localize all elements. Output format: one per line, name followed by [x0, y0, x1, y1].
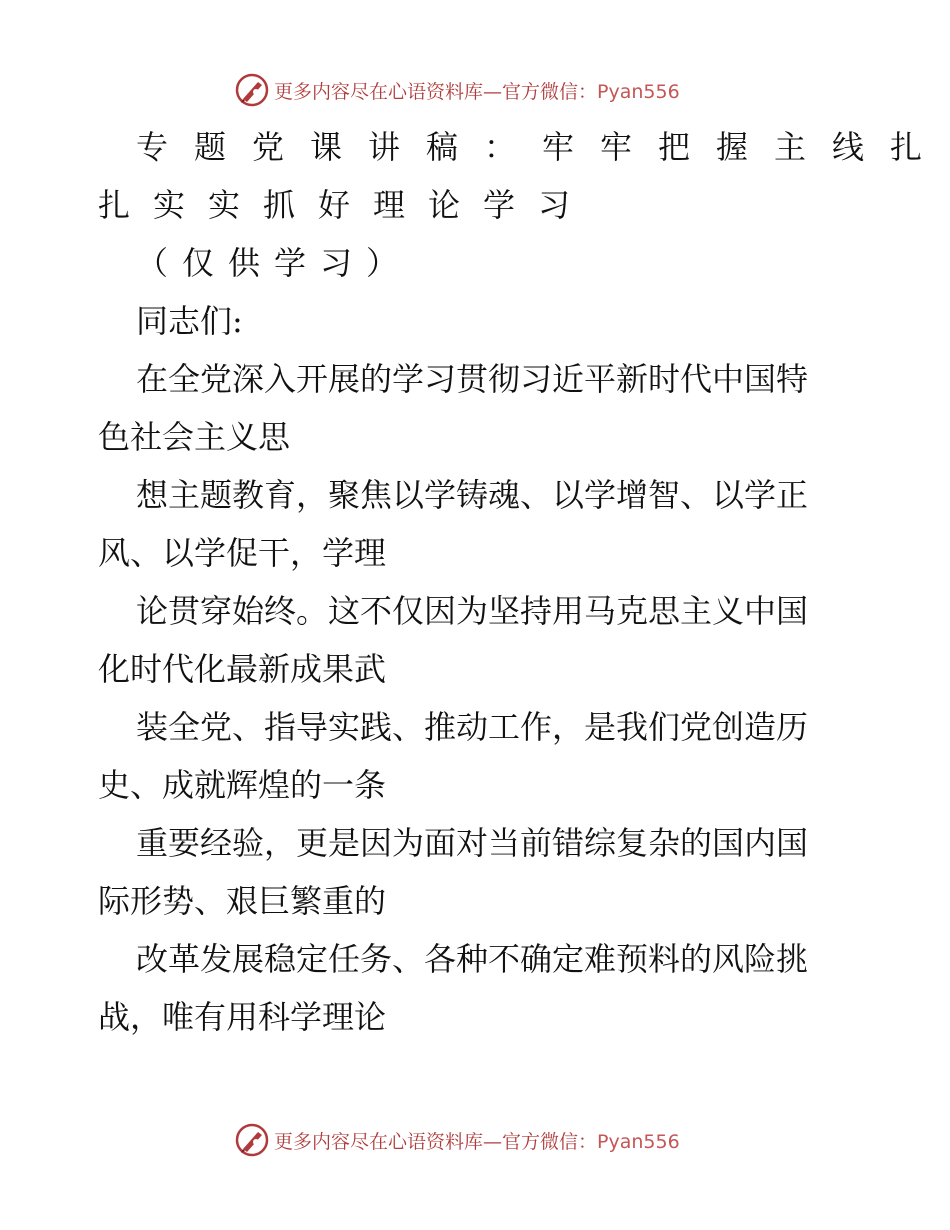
paragraph-line: 改革发展稳定任务、各种不确定难预料的风险挑 — [136, 940, 809, 978]
paragraph-line: 风、以学促干，学理 — [98, 534, 387, 572]
paragraph-line: 化时代化最新成果武 — [98, 650, 387, 688]
footer-watermark — [234, 1120, 680, 1160]
wechat-label: 官方微信： — [502, 80, 598, 103]
wechat-id: Pyan556 — [597, 1130, 680, 1153]
paragraph-line: 想主题教育，聚焦以学铸魂、以学增智、以学正 — [136, 476, 809, 514]
paragraph-line: 战，唯有用科学理论 — [98, 998, 387, 1036]
paragraph-line: 史、成就辉煌的一条 — [98, 766, 387, 804]
title-line-1: 专题党课讲稿：牢牢把握主线扎 — [136, 128, 949, 166]
wechat-id: Pyan556 — [597, 80, 680, 103]
wechat-label: 官方微信： — [502, 1130, 598, 1153]
watermark-text: 更多内容尽在心语资料库 — [274, 80, 484, 103]
title-line-2: 扎实实抓好理论学习 — [98, 186, 594, 224]
salutation: 同志们: — [136, 302, 243, 340]
watermark-text: 更多内容尽在心语资料库 — [274, 1130, 484, 1153]
watermark-separator: — — [483, 80, 503, 103]
pen-logo-icon — [234, 72, 270, 108]
paragraph-line: 装全党、指导实践、推动工作，是我们党创造历 — [136, 708, 809, 746]
document-body — [98, 118, 949, 1046]
pen-logo-icon — [234, 1122, 270, 1158]
paragraph-line: 重要经验，更是因为面对当前错综复杂的国内国 — [136, 824, 809, 862]
document-note: （仅供学习） — [136, 244, 413, 282]
paragraph-line: 论贯穿始终。这不仅因为坚持用马克思主义中国 — [136, 592, 809, 630]
paragraph-line: 色社会主义思 — [98, 418, 291, 456]
watermark-separator: — — [483, 1130, 503, 1153]
header-watermark — [234, 70, 680, 110]
paragraph-line: 际形势、艰巨繁重的 — [98, 882, 387, 920]
paragraph-line: 在全党深入开展的学习贯彻习近平新时代中国特 — [136, 360, 809, 398]
